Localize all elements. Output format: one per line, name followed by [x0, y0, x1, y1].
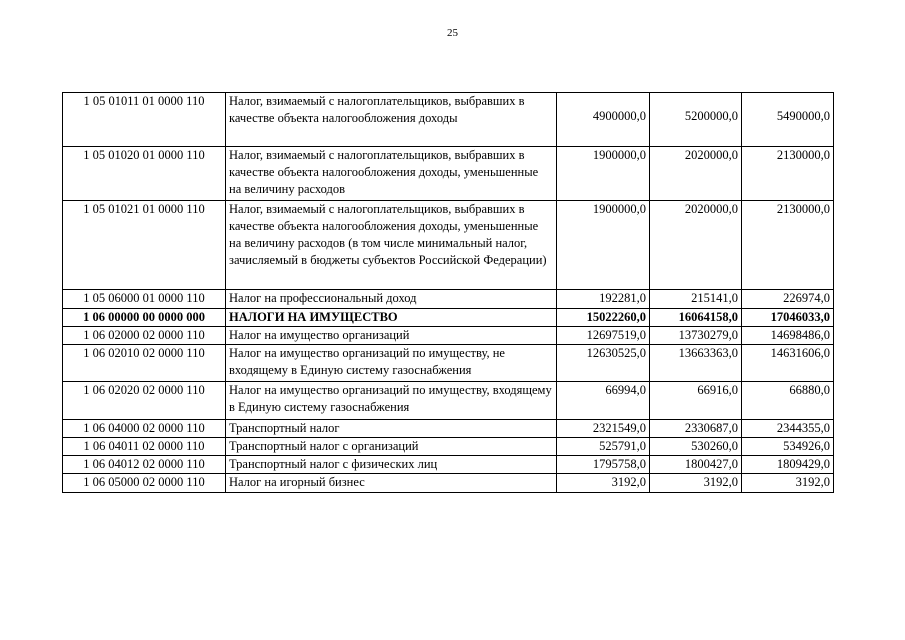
item-name-cell: НАЛОГИ НА ИМУЩЕСТВО — [226, 309, 557, 327]
item-name-cell: Налог на имущество организаций по имуществу, входящему в Единую систему газоснабжения — [226, 382, 557, 420]
budget-code-cell: 1 06 02020 02 0000 110 — [63, 382, 226, 420]
budget-code-cell: 1 06 04012 02 0000 110 — [63, 456, 226, 474]
value-cell-2: 2020000,0 — [650, 201, 742, 290]
item-name-cell: Налог на игорный бизнес — [226, 474, 557, 493]
table-row — [63, 327, 834, 345]
value-cell-2: 2020000,0 — [650, 147, 742, 201]
value-cell-3: 534926,0 — [742, 438, 834, 456]
revenue-table — [62, 92, 834, 493]
value-cell-2: 66916,0 — [650, 382, 742, 420]
item-name-cell: Налог на имущество организаций по имуществу, не входящему в Единую систему газоснабжения — [226, 345, 557, 382]
value-cell-1: 66994,0 — [557, 382, 650, 420]
table-row — [63, 147, 834, 201]
value-cell-3: 226974,0 — [742, 290, 834, 309]
table-row — [63, 290, 834, 309]
budget-code-cell: 1 06 04000 02 0000 110 — [63, 420, 226, 438]
table-row — [63, 456, 834, 474]
page-number: 25 — [447, 27, 458, 39]
value-cell-2: 13730279,0 — [650, 327, 742, 345]
table-row — [63, 201, 834, 290]
table-row — [63, 420, 834, 438]
budget-code-cell: 1 06 05000 02 0000 110 — [63, 474, 226, 493]
value-cell-3: 2130000,0 — [742, 201, 834, 290]
budget-code-cell: 1 05 06000 01 0000 110 — [63, 290, 226, 309]
value-cell-1: 12697519,0 — [557, 327, 650, 345]
value-cell-2: 1800427,0 — [650, 456, 742, 474]
budget-code-cell: 1 05 01020 01 0000 110 — [63, 147, 226, 201]
item-name-cell: Транспортный налог с организаций — [226, 438, 557, 456]
value-cell-1: 525791,0 — [557, 438, 650, 456]
value-cell-2: 5200000,0 — [650, 93, 742, 147]
value-cell-1: 192281,0 — [557, 290, 650, 309]
value-cell-1: 2321549,0 — [557, 420, 650, 438]
value-cell-1: 4900000,0 — [557, 93, 650, 147]
value-cell-2: 3192,0 — [650, 474, 742, 493]
budget-code-cell: 1 05 01011 01 0000 110 — [63, 93, 226, 147]
item-name-cell: Налог, взимаемый с налогоплательщиков, выбравших в качестве объекта налогообложения доходы, уменьшенные на величину расходов — [226, 147, 557, 201]
value-cell-3: 3192,0 — [742, 474, 834, 493]
budget-code-cell: 1 05 01021 01 0000 110 — [63, 201, 226, 290]
value-cell-3: 2344355,0 — [742, 420, 834, 438]
item-name-cell: Транспортный налог — [226, 420, 557, 438]
value-cell-3: 1809429,0 — [742, 456, 834, 474]
value-cell-1: 3192,0 — [557, 474, 650, 493]
item-name-cell: Налог на имущество организаций — [226, 327, 557, 345]
table-row — [63, 93, 834, 147]
value-cell-3: 17046033,0 — [742, 309, 834, 327]
budget-code-cell: 1 06 02000 02 0000 110 — [63, 327, 226, 345]
value-cell-1: 1900000,0 — [557, 201, 650, 290]
value-cell-1: 15022260,0 — [557, 309, 650, 327]
item-name-cell: Налог, взимаемый с налогоплательщиков, выбравших в качестве объекта налогообложения доходы — [226, 93, 557, 147]
value-cell-2: 16064158,0 — [650, 309, 742, 327]
value-cell-3: 14631606,0 — [742, 345, 834, 382]
table-row — [63, 438, 834, 456]
value-cell-3: 5490000,0 — [742, 93, 834, 147]
budget-code-cell: 1 06 00000 00 0000 000 — [63, 309, 226, 327]
budget-code-cell: 1 06 04011 02 0000 110 — [63, 438, 226, 456]
value-cell-1: 1900000,0 — [557, 147, 650, 201]
value-cell-2: 2330687,0 — [650, 420, 742, 438]
table-row-total — [63, 309, 834, 327]
item-name-cell: Транспортный налог с физических лиц — [226, 456, 557, 474]
value-cell-2: 13663363,0 — [650, 345, 742, 382]
table-row — [63, 345, 834, 382]
table-row — [63, 382, 834, 420]
value-cell-2: 215141,0 — [650, 290, 742, 309]
value-cell-3: 14698486,0 — [742, 327, 834, 345]
item-name-cell: Налог на профессиональный доход — [226, 290, 557, 309]
value-cell-3: 2130000,0 — [742, 147, 834, 201]
table-row — [63, 474, 834, 493]
value-cell-1: 12630525,0 — [557, 345, 650, 382]
item-name-cell: Налог, взимаемый с налогоплательщиков, выбравших в качестве объекта налогообложения доходы, уменьшенные на величину расходов (в том числе минимальный налог, зачисляемый в бюджеты субъектов Российской Федерации) — [226, 201, 557, 290]
value-cell-2: 530260,0 — [650, 438, 742, 456]
budget-code-cell: 1 06 02010 02 0000 110 — [63, 345, 226, 382]
value-cell-1: 1795758,0 — [557, 456, 650, 474]
value-cell-3: 66880,0 — [742, 382, 834, 420]
